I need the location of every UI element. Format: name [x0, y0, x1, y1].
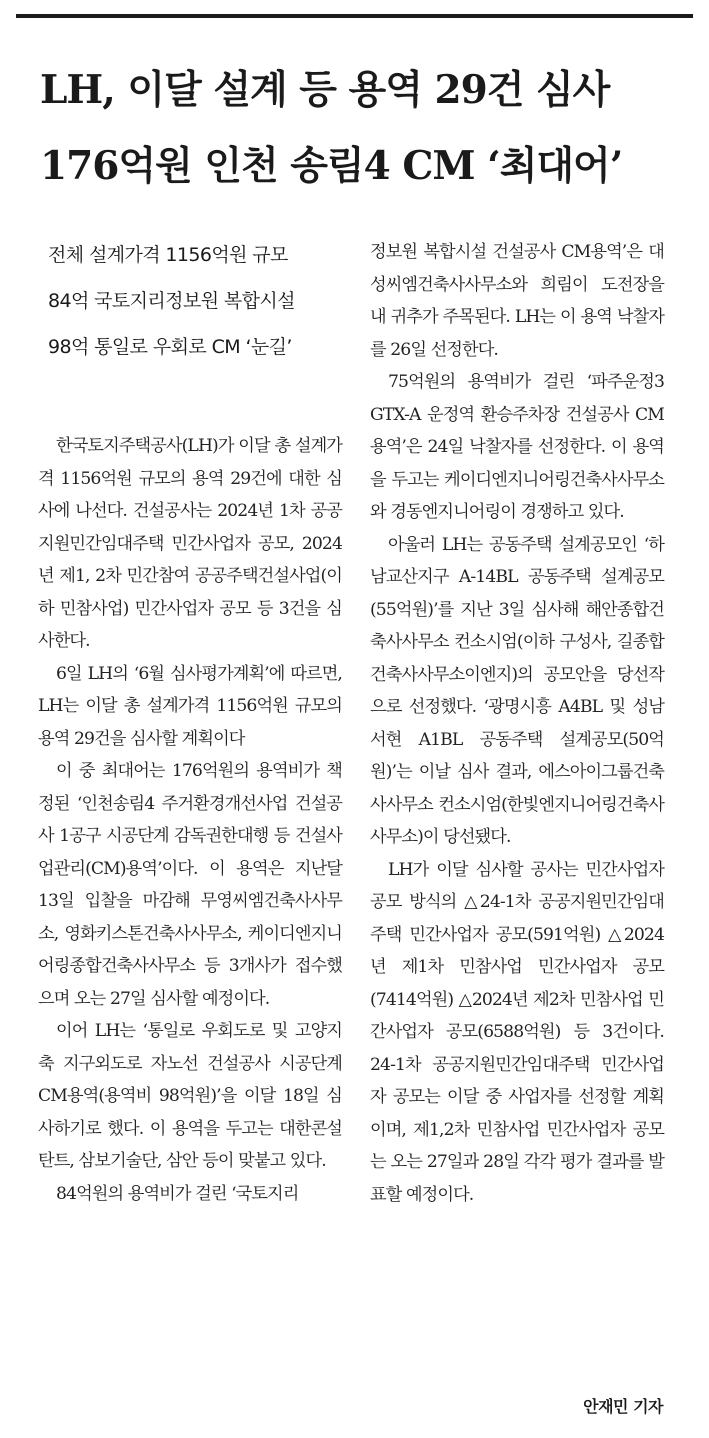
subheadlines: [48, 232, 348, 370]
paragraph: 한국토지주택공사(LH)가 이달 총 설계가격 1156억원 규모의 용역 29건에 대한 심사에 나선다. 건설공사는 2024년 1차 공공지원민간임대주택 민간사업자 공모, 2024년 제1, 2차 민간참여 공공주택건설사업(이하 민참사업) 민간사업자 공모 등 3건을 심사한다.: [38, 436, 342, 651]
paragraph: LH가 이달 심사할 공사는 민간사업자 공모 방식의 △24-1차 공공지원민간임대주택 민간사업자 공모(591억원) △2024년 제1차 민참사업 민간사업자 공모(7414억원) △2024년 제2차 민참사업 민간사업자 공모(6588억원) 등 3건이다. 24-1차 공공지원민간임대주택 민간사업자 공모는 이달 중 사업자를 선정할 계획이며, 제1,2차 민참사업 민간사업자 공모는 오는 27일과 28일 각각 평가 결과를 발표할 예정이다.: [370, 859, 664, 1205]
paragraph: 정보원 복합시설 건설공사 CM용역’은 대성씨엠건축사사무소와 희림이 도전장을 내 귀추가 주목된다. LH는 이 용역 낙찰자를 26일 선정한다.: [370, 242, 664, 360]
subheadline: 84억 국토지리정보원 복합시설: [48, 290, 295, 312]
paragraph: 75억원의 용역비가 걸린 ‘파주운정3 GTX-A 운정역 환승주차장 건설공사 CM용역’은 24일 낙찰자를 선정한다. 이 용역을 두고는 케이디엔지니어링건축사사무소와 경동엔지니어링이 경쟁하고 있다.: [370, 372, 664, 522]
paragraph: 이 중 최대어는 176억원의 용역비가 책정된 ‘인천송림4 주거환경개선사업 건설공사 1공구 시공단계 감독권한대행 등 건설사업관리(CM)용역’이다. 이 용역은 지난달 13일 입찰을 마감해 무영씨엠건축사사무소, 영화키스톤건축사사무소, 케이디엔지니어링종합건축사사무소 등 3개사가 접수했으며 오는 27일 심사할 예정이다.: [38, 761, 342, 1009]
headline-line-2: 176억원 인천 송림4 CM ‘최대어’: [40, 143, 623, 189]
headline-line-1: LH, 이달 설계 등 용역 29건 심사: [40, 67, 610, 113]
paragraph: 이어 LH는 ‘통일로 우회도로 및 고양지축 지구외도로 자노선 건설공사 시공단계 CM용역(용역비 98억원)’을 이달 18일 심사하기로 했다. 이 용역을 두고는 대한콘설탄트, 삼보기술단, 삼안 등이 맞붙고 있다.: [38, 1021, 342, 1171]
headline: [40, 52, 680, 204]
paragraph: 84억원의 용역비가 걸린 ‘국토지리: [56, 1183, 299, 1204]
byline: 안재민 기자: [583, 1397, 663, 1416]
top-rule: [16, 14, 693, 18]
subheadline: 98억 통일로 우회로 CM ‘눈길’: [48, 336, 292, 358]
paragraph: 아울러 LH는 공동주택 설계공모인 ‘하남교산지구 A-14BL 공동주택 설계공모(55억원)’를 지난 3일 심사해 해안종합건축사사무소 컨소시엄(이하 구성사, 길종합건축사사무소이엔지)의 공모안을 당선작으로 선정했다. ‘광명시흥 A4BL 및 성남서현 A1BL 공동주택 설계공모(50억원)’는 이날 심사 결과, 에스아이그룹건축사사무소 컨소시엄(한빛엔지니어링건축사사무소)이 당선됐다.: [370, 534, 664, 847]
paragraph: 6일 LH의 ‘6월 심사평가계획’에 따르면, LH는 이달 총 설계가격 1156억원 규모의 용역 29건을 심사할 계획이다: [38, 663, 342, 749]
body-column-left: [38, 430, 342, 1210]
body-column-right: [370, 236, 664, 1211]
subheadline: 전체 설계가격 1156억원 규모: [48, 244, 288, 266]
